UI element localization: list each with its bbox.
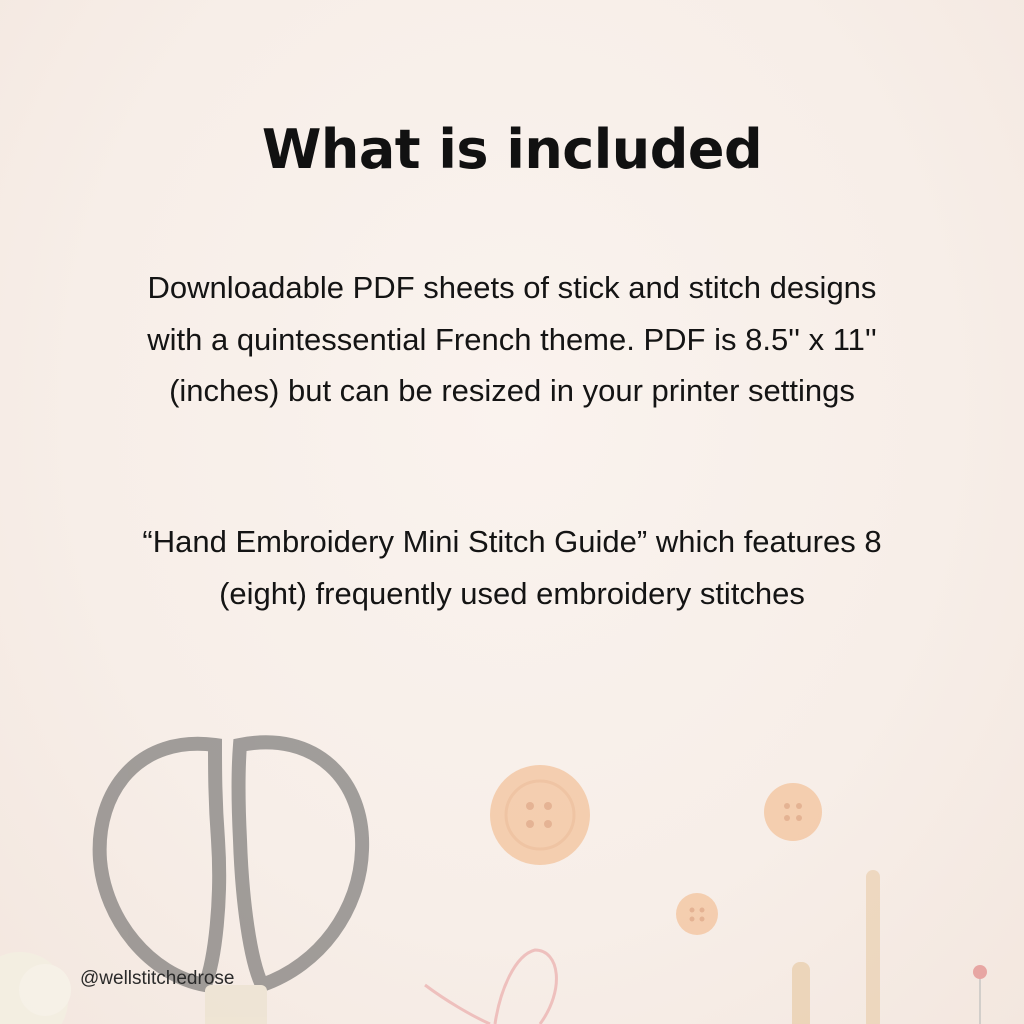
thread-icon [425,950,556,1024]
social-handle: @wellstitchedrose [80,968,235,989]
included-stitch-guide-description: “Hand Embroidery Mini Stitch Guide” which features 8 (eight) frequently used embroidery stitches [142,524,882,611]
button-icon [764,783,822,841]
button-icon [676,893,718,935]
button-icon [490,765,590,865]
flower-icon [0,952,71,1024]
crochet-hook-icon [792,870,880,1024]
pin-icon [973,965,987,1024]
page-title: What is included [261,118,763,181]
included-pdf-description: Downloadable PDF sheets of stick and stitch designs with a quintessential French theme. PDF is 8.5'' x 11'' (inches) but can be resized in your printer settings [147,270,877,408]
